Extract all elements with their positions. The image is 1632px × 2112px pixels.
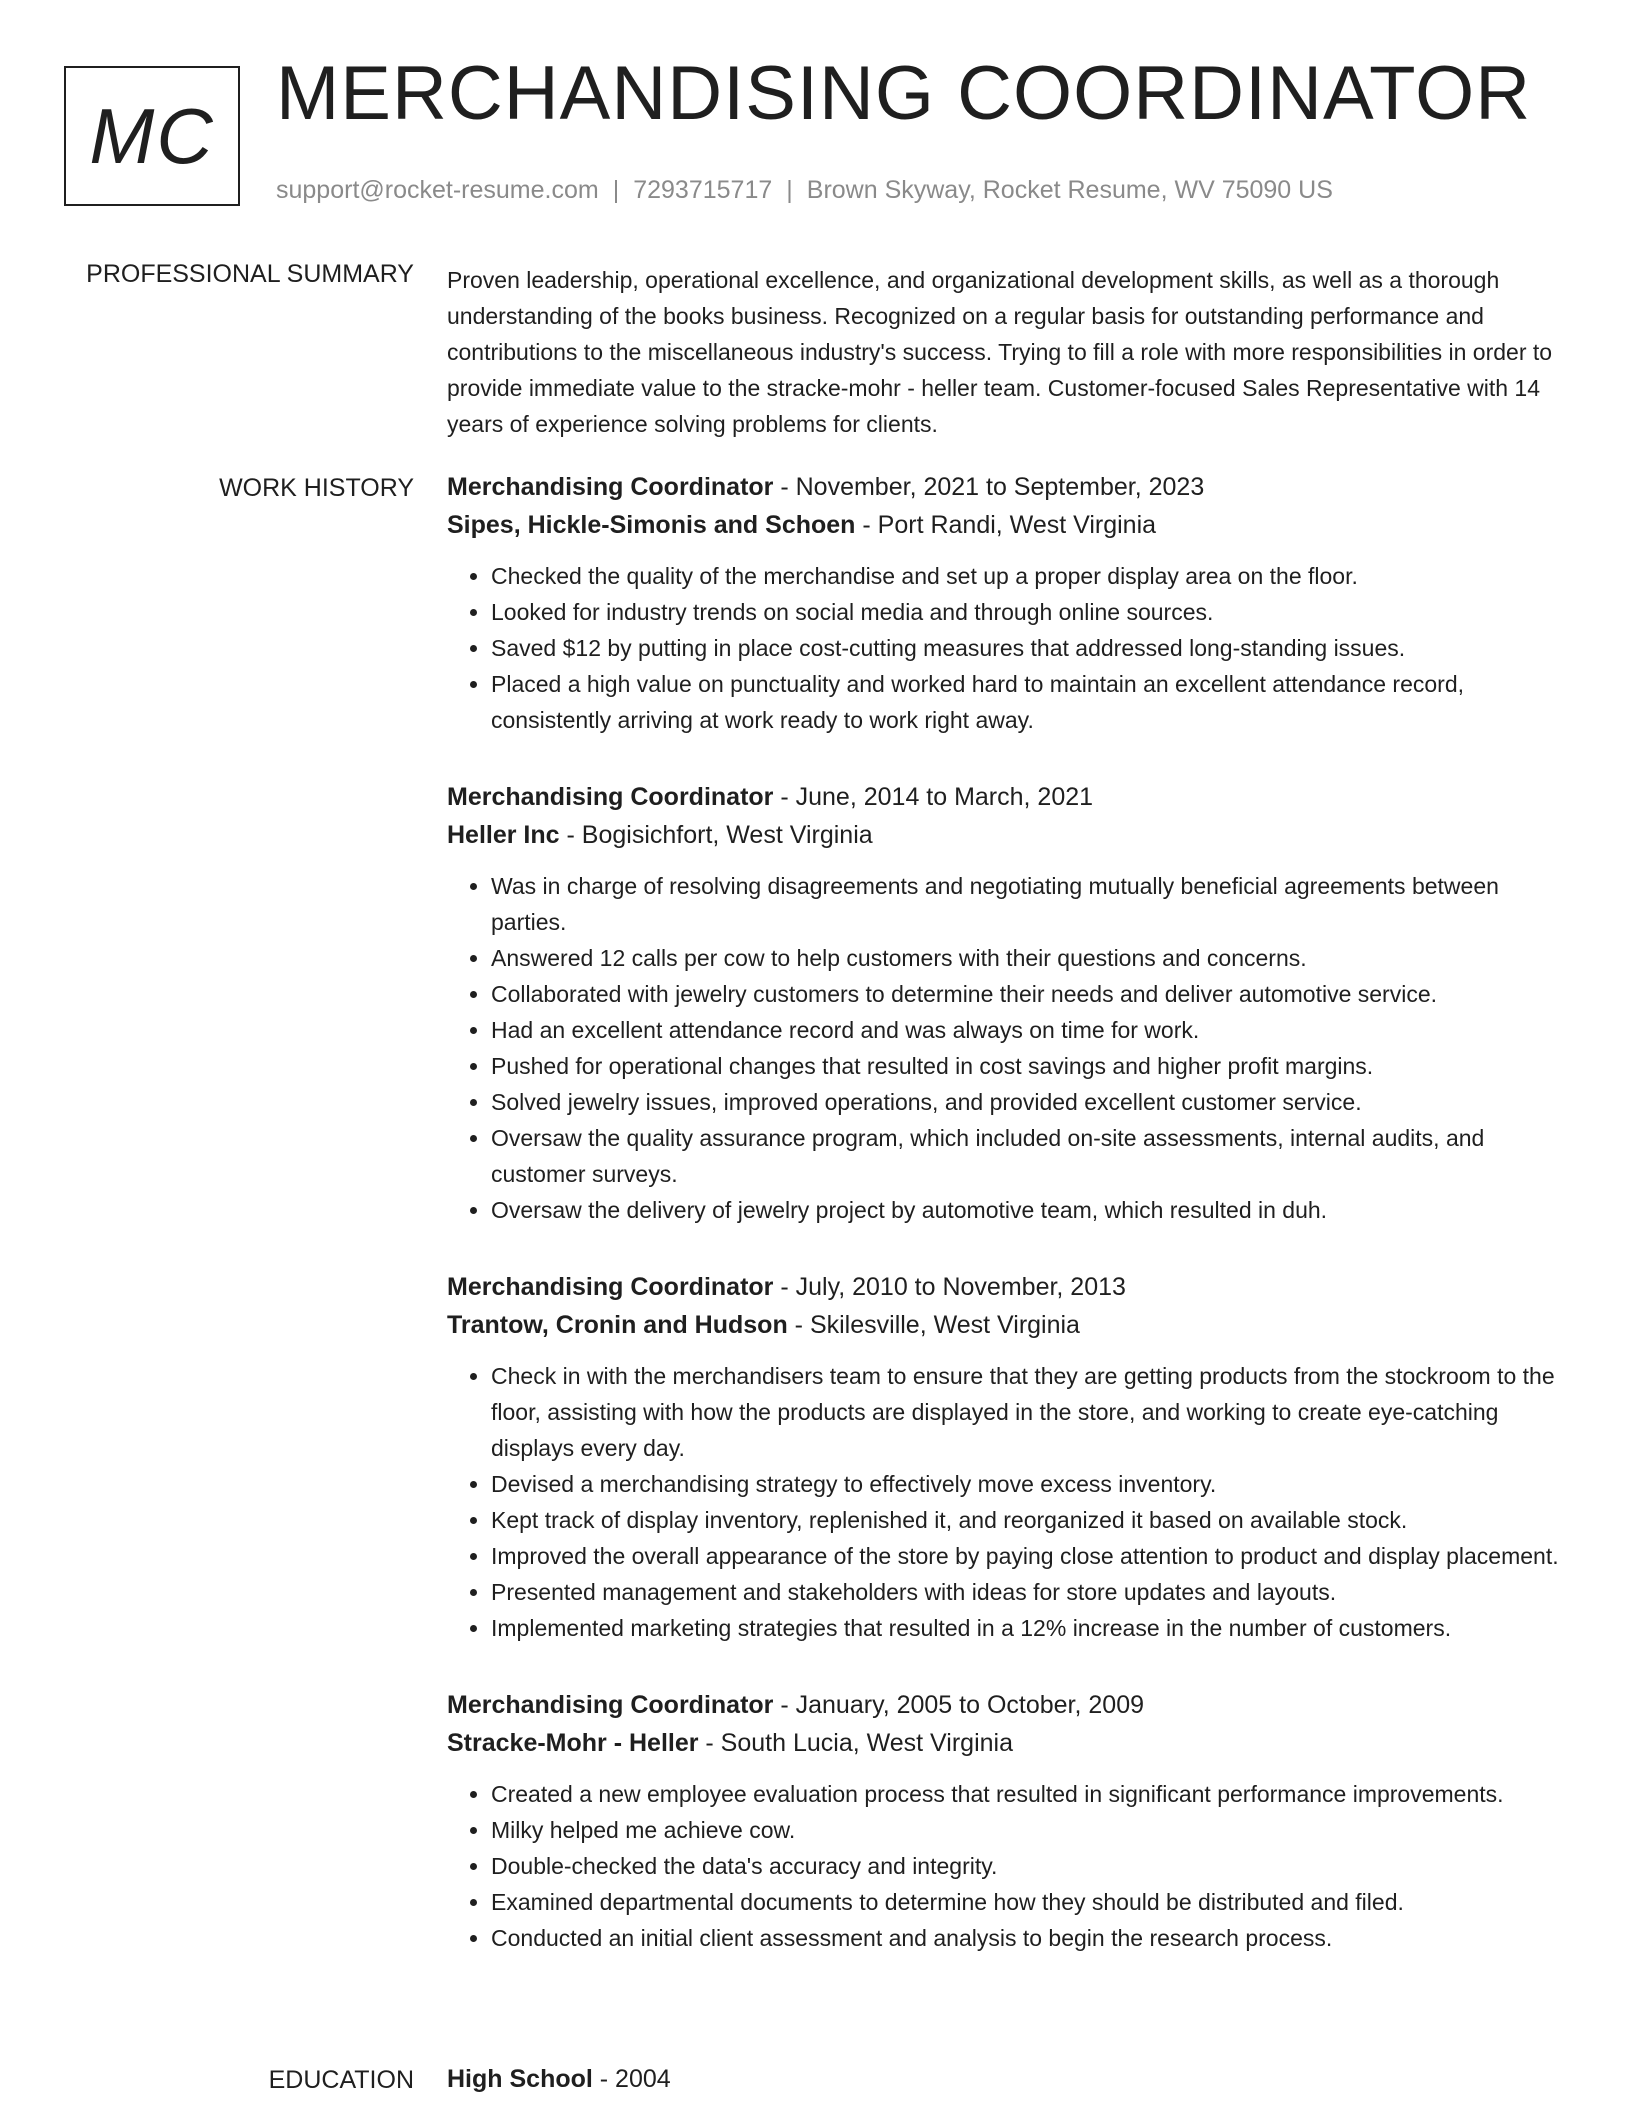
list-item: • Saved $12 by putting in place cost-cutting measures that addressed long-standing issues. xyxy=(491,630,1565,666)
section-label-work-history: WORK HISTORY xyxy=(219,474,414,502)
list-item: • Solved jewelry issues, improved operations, and provided excellent customer service. xyxy=(491,1084,1565,1120)
job-company-line xyxy=(447,816,1565,854)
list-item: • Check in with the merchandisers team to ensure that they are getting products from the stockroom to the floor, assisting with how the products are displayed in the store, and working to create eye-catching displays every day. xyxy=(491,1358,1565,1466)
job-company-line xyxy=(447,1306,1565,1344)
contact-line xyxy=(276,176,1333,205)
list-item: • Oversaw the quality assurance program, which included on-site assessments, internal audits, and customer surveys. xyxy=(491,1120,1565,1192)
monogram-box xyxy=(64,66,240,206)
job-location: - Bogisichfort, West Virginia xyxy=(559,821,873,849)
job-company-line xyxy=(447,1724,1565,1762)
job-bullets xyxy=(447,558,1565,738)
list-item: • Improved the overall appearance of the store by paying close attention to product and display placement. xyxy=(491,1538,1565,1574)
job-bullets xyxy=(447,868,1565,1228)
job-title: Merchandising Coordinator xyxy=(447,1691,774,1719)
job-company: Heller Inc xyxy=(447,821,560,849)
list-item: • Created a new employee evaluation process that resulted in significant performance improvements. xyxy=(491,1776,1565,1812)
job-location: - Skilesville, West Virginia xyxy=(787,1311,1080,1339)
job-location: - Port Randi, West Virginia xyxy=(855,511,1157,539)
job-title-line xyxy=(447,1686,1565,1724)
job-bullets xyxy=(447,1358,1565,1646)
list-item: • Looked for industry trends on social media and through online sources. xyxy=(491,594,1565,630)
list-item: • Conducted an initial client assessment and analysis to begin the research process. xyxy=(491,1920,1565,1956)
summary-text: Proven leadership, operational excellence, and organizational development skills, as well as a thorough understanding of the books business. Recognized on a regular basis for outstanding performance and contributions to the miscellaneous industry's success. Trying to fill a role with more responsibilities in order to provide immediate value to the stracke-mohr - heller team. Customer-focused Sales Representative with 14 years of experience solving problems for clients. xyxy=(447,267,1553,437)
job-dates: - July, 2010 to November, 2013 xyxy=(773,1273,1126,1301)
contact-email: support@rocket-resume.com xyxy=(276,176,599,204)
list-item: • Implemented marketing strategies that resulted in a 12% increase in the number of customers. xyxy=(491,1610,1565,1646)
job-entry xyxy=(447,1268,1565,1646)
contact-separator: | xyxy=(612,176,620,204)
list-item: • Had an excellent attendance record and was always on time for work. xyxy=(491,1012,1565,1048)
work-history-body xyxy=(447,468,1565,1996)
job-title: Merchandising Coordinator xyxy=(447,473,774,501)
list-item: • Placed a high value on punctuality and worked hard to maintain an excellent attendance record, consistently arriving at work ready to work right away. xyxy=(491,666,1565,738)
list-item: • Checked the quality of the merchandise and set up a proper display area on the floor. xyxy=(491,558,1565,594)
job-dates: - June, 2014 to March, 2021 xyxy=(773,783,1094,811)
job-title-line xyxy=(447,1268,1565,1306)
job-company: Sipes, Hickle-Simonis and Schoen xyxy=(447,511,856,539)
job-title-line xyxy=(447,778,1565,816)
section-label-education: EDUCATION xyxy=(268,2066,414,2094)
list-item: • Collaborated with jewelry customers to determine their needs and deliver automotive service. xyxy=(491,976,1565,1012)
job-entry xyxy=(447,1686,1565,1956)
list-item: • Double-checked the data's accuracy and integrity. xyxy=(491,1848,1565,1884)
education-year: - 2004 xyxy=(592,2065,671,2093)
job-company: Trantow, Cronin and Hudson xyxy=(447,1311,788,1339)
education-title-line xyxy=(447,2060,1565,2098)
section-label-summary: PROFESSIONAL SUMMARY xyxy=(86,260,414,288)
list-item: • Presented management and stakeholders with ideas for store updates and layouts. xyxy=(491,1574,1565,1610)
job-dates: - January, 2005 to October, 2009 xyxy=(773,1691,1145,1719)
job-title-line xyxy=(447,468,1565,506)
job-location: - South Lucia, West Virginia xyxy=(698,1729,1013,1757)
job-title: Merchandising Coordinator xyxy=(447,1273,774,1301)
list-item: • Answered 12 calls per cow to help customers with their questions and concerns. xyxy=(491,940,1565,976)
summary-body xyxy=(447,262,1565,442)
job-bullets xyxy=(447,1776,1565,1956)
job-dates: - November, 2021 to September, 2023 xyxy=(773,473,1205,501)
list-item: • Pushed for operational changes that resulted in cost savings and higher profit margins. xyxy=(491,1048,1565,1084)
job-entry xyxy=(447,778,1565,1228)
page-title: MERCHANDISING COORDINATOR xyxy=(276,51,1532,136)
education-body xyxy=(447,2060,1565,2098)
list-item: • Was in charge of resolving disagreements and negotiating mutually beneficial agreements between parties. xyxy=(491,868,1565,940)
list-item: • Examined departmental documents to determine how they should be distributed and filed. xyxy=(491,1884,1565,1920)
contact-phone: 7293715717 xyxy=(633,176,773,204)
job-entry xyxy=(447,468,1565,738)
monogram-initials: MC xyxy=(89,91,215,180)
job-title: Merchandising Coordinator xyxy=(447,783,774,811)
job-company-line xyxy=(447,506,1565,544)
education-degree: High School xyxy=(447,2065,593,2093)
contact-address: Brown Skyway, Rocket Resume, WV 75090 US xyxy=(806,176,1333,204)
list-item: • Kept track of display inventory, replenished it, and reorganized it based on available stock. xyxy=(491,1502,1565,1538)
job-company: Stracke-Mohr - Heller xyxy=(447,1729,699,1757)
contact-separator: | xyxy=(786,176,793,204)
list-item: • Oversaw the delivery of jewelry project by automotive team, which resulted in duh. xyxy=(491,1192,1565,1228)
list-item: • Milky helped me achieve cow. xyxy=(491,1812,1565,1848)
list-item: • Devised a merchandising strategy to effectively move excess inventory. xyxy=(491,1466,1565,1502)
